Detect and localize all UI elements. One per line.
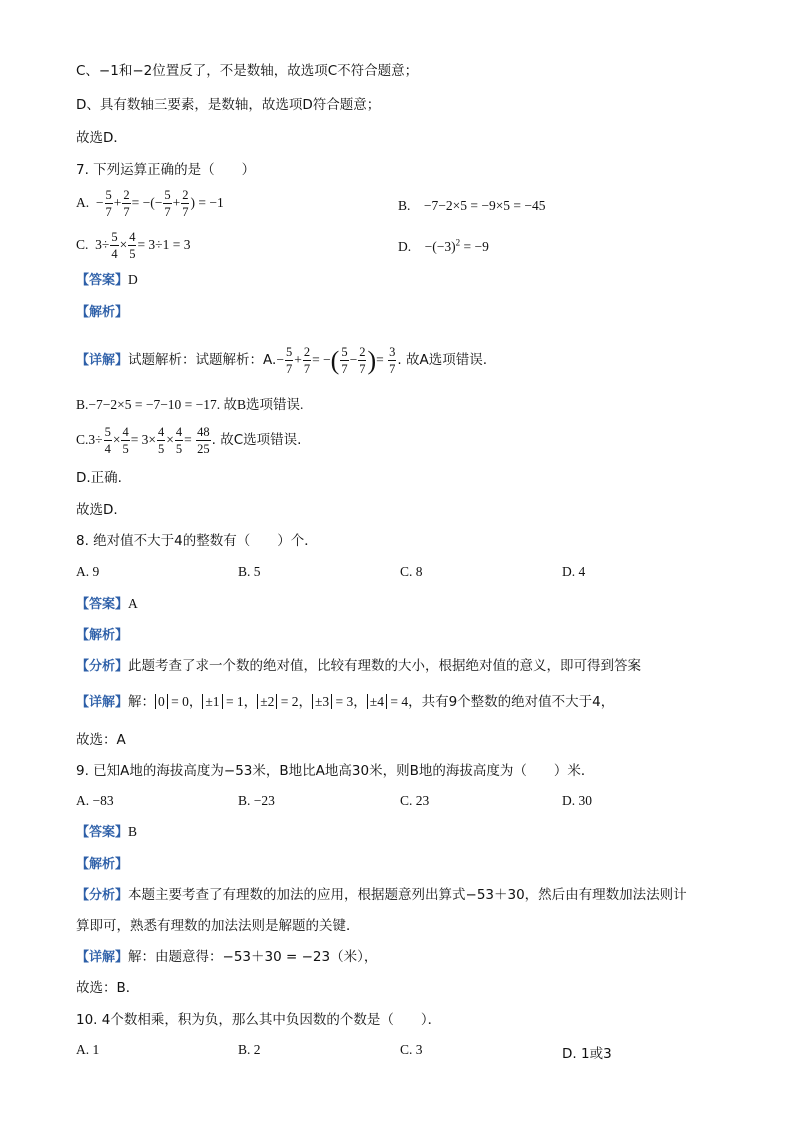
q7-analysis-tag: 【解析】 xyxy=(76,305,129,320)
q7-detail-b: B.−7−2×5 = −7−10 = −17. 故B选项错误. xyxy=(76,397,304,412)
q7-stem: 7. 下列运算正确的是（ ） xyxy=(76,162,256,178)
line-d: D、具有数轴三要素，是数轴，故选项D符合题意； xyxy=(76,97,381,113)
q7-detail-c: C.3÷ $\frac{5}{4}$ × $\frac{4}{5}$ = 3× $\frac{4}{5}$ × $\frac{4}{5}$ = $\frac{48}{25}$ . 故C选项错误. xyxy=(76,424,302,457)
q8-option-b: B. 5 xyxy=(238,564,261,579)
q9-option-d: D. 30 xyxy=(562,793,592,808)
q10-option-c: C. 3 xyxy=(400,1042,423,1057)
q9-option-b: B. −23 xyxy=(238,793,275,808)
q8-conclusion: 故选：A xyxy=(76,732,126,748)
q7-option-c: C. 3÷ $\frac{5}{4}$ × $\frac{4}{5}$ = 3÷1 = 3 xyxy=(76,229,191,262)
q7-detail-a: 【详解】试题解析：试题解析：A.− $\frac{5}{7}$ + $\frac{2}{7}$ = −( $\frac{5}{7}$ − $\frac{2}{7}$ )= $\frac{3}{7}$ . 故A选项错误. xyxy=(76,344,487,377)
q8-analysis-tag: 【解析】 xyxy=(76,628,129,643)
q9-option-c: C. 23 xyxy=(400,793,430,808)
q7-option-b: B. −7−2×5 = −9×5 = −45 xyxy=(398,198,546,213)
q9-detail: 【详解】解：由题意得：−53＋30 = −23（米）， xyxy=(76,949,378,965)
q9-answer: 【答案】B xyxy=(76,824,138,840)
q10-option-d: D. 1或3 xyxy=(562,1046,612,1062)
q9-fenxi-1: 【分析】本题主要考查了有理数的加法的应用，根据题意列出算式−53＋30，然后由有理数加法法则计 xyxy=(76,887,687,903)
q8-answer: 【答案】A xyxy=(76,596,138,612)
q9-stem: 9. 已知A地的海拔高度为−53米，B地比A地高30米，则B地的海拔高度为（ ）米． xyxy=(76,763,595,779)
q9-analysis-tag: 【解析】 xyxy=(76,857,129,872)
q8-stem: 8. 绝对值不大于4的整数有（ ）个． xyxy=(76,533,318,549)
q7-answer: 【答案】D xyxy=(76,272,138,288)
q8-option-c: C. 8 xyxy=(400,564,423,579)
q10-stem: 10. 4个数相乘，积为负，那么其中负因数的个数是（ ）． xyxy=(76,1012,442,1028)
q7-detail-d: D.正确. xyxy=(76,470,122,486)
q9-option-a: A. −83 xyxy=(76,793,114,808)
line-c: C、−1和−2位置反了，不是数轴，故选项C不符合题意； xyxy=(76,63,419,79)
q9-conclusion: 故选：B． xyxy=(76,980,140,996)
q8-fenxi: 【分析】此题考查了求一个数的绝对值，比较有理数的大小，根据绝对值的意义，即可得到答案 xyxy=(76,658,642,674)
q7-option-a: A. − $\frac{5}{7}$ + $\frac{2}{7}$ = −(− $\frac{5}{7}$ + $\frac{2}{7}$ ) = −1 xyxy=(76,187,224,220)
q7-conclusion: 故选D. xyxy=(76,502,118,518)
q8-option-d: D. 4 xyxy=(562,564,586,579)
q9-fenxi-2: 算即可，熟悉有理数的加法法则是解题的关键． xyxy=(76,918,360,934)
q8-detail: 【详解】解： 0 = 0， ±1 = 1， ±2 = 2， ±3 = 3， ±4 = 4，共有9个整数的绝对值不大于4， xyxy=(76,694,615,710)
q8-option-a: A. 9 xyxy=(76,564,100,579)
q7-option-d: D. $-(-3)^2 = -9$ xyxy=(398,237,489,254)
q10-option-a: A. 1 xyxy=(76,1042,100,1057)
q10-option-b: B. 2 xyxy=(238,1042,261,1057)
line-select-d: 故选D． xyxy=(76,130,127,146)
